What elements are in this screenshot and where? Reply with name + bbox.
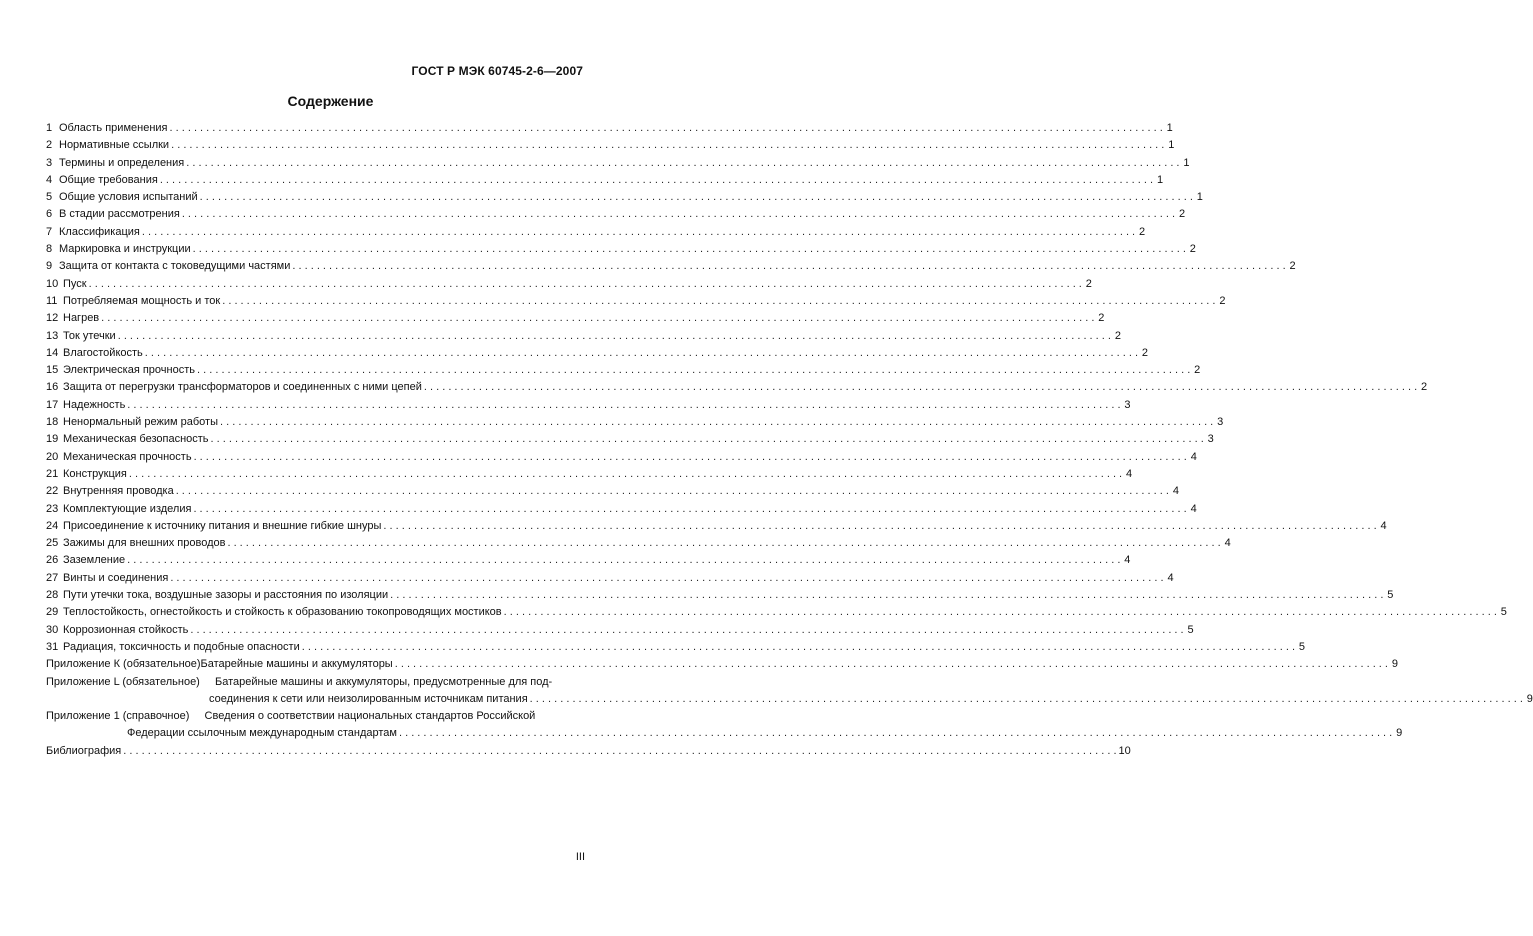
toc-entry-title: Электрическая прочность (63, 364, 195, 377)
toc-entry-number: 18 (46, 416, 59, 429)
toc-entry-page: 2 (1085, 277, 1092, 290)
dot-leader (160, 172, 1153, 189)
toc-entry-page: 4 (1190, 502, 1197, 515)
toc-entry-page: 5 (1387, 589, 1394, 602)
toc-entry-page: 3 (1124, 398, 1131, 411)
toc-entry-number: 19 (46, 433, 59, 446)
toc-entry-title: Механическая безопасность (63, 433, 209, 446)
toc-entry-title: Термины и определения (59, 156, 185, 169)
dot-leader (395, 656, 1388, 673)
toc-entry-page: 2 (1138, 225, 1146, 238)
toc-entry[interactable] (46, 449, 1197, 466)
dot-leader (129, 466, 1122, 483)
toc-entry[interactable] (46, 189, 1203, 206)
dot-leader (127, 552, 1120, 569)
toc-annex-k[interactable] (46, 656, 1398, 673)
toc-entry-number: 9 (46, 260, 53, 273)
annex-l-page: 9 (1526, 692, 1533, 705)
toc-entry[interactable] (46, 535, 1231, 552)
toc-entry-title: Заземление (63, 554, 126, 567)
toc-entry-title: Коррозионная стойкость (63, 623, 189, 636)
toc-entry-title: Присоединение к источнику питания и внешние гибкие шнуры (63, 519, 382, 532)
toc-entry-number: 12 (46, 312, 59, 325)
toc-entry[interactable] (46, 570, 1174, 587)
toc-entry-title: Надежность (63, 398, 126, 411)
toc-entry-page: 2 (1194, 364, 1201, 377)
toc-entry-title: Механическая прочность (63, 450, 192, 463)
toc-entry-number: 29 (46, 606, 59, 619)
toc-entry-page: 3 (1207, 433, 1214, 446)
toc-entry-page: 4 (1124, 554, 1131, 567)
toc-entry[interactable] (46, 431, 1214, 448)
table-of-contents (46, 120, 1533, 760)
toc-entry-number: 5 (46, 191, 53, 204)
toc-entry-title: Общие требования (59, 173, 158, 186)
toc-entry-title: Ненормальный режим работы (63, 416, 218, 429)
toc-entry-page: 1 (1166, 122, 1173, 134)
toc-entry-title: Внутренняя проводка (63, 485, 174, 498)
dot-leader (292, 258, 1285, 275)
dot-leader (89, 276, 1082, 293)
dot-leader (186, 155, 1179, 172)
toc-entry-page: 2 (1219, 294, 1226, 307)
dot-leader (211, 431, 1204, 448)
toc-entry-number: 26 (46, 554, 59, 567)
dot-leader (145, 345, 1138, 362)
toc-entry-page: 2 (1178, 208, 1186, 221)
toc-entry-title: Общие условия испытаний (59, 191, 198, 204)
toc-sections (46, 120, 1507, 656)
dot-leader (142, 224, 1135, 241)
dot-leader (171, 137, 1164, 154)
toc-entry[interactable] (46, 276, 1092, 293)
toc-entry-number: 1 (46, 122, 53, 134)
dot-leader (197, 362, 1190, 379)
toc-entry-title: Влагостойкость (63, 346, 143, 359)
toc-entry-title: Потребляемая мощность и ток (63, 294, 221, 307)
toc-entry[interactable] (46, 552, 1131, 569)
toc-entry[interactable] (46, 622, 1194, 639)
toc-entry-number: 28 (46, 589, 59, 602)
toc-entry-number: 30 (46, 623, 59, 636)
toc-entry[interactable] (46, 379, 1428, 396)
toc-entry-title: Винты и соединения (63, 571, 169, 584)
toc-entry-number: 2 (46, 139, 53, 152)
toc-entry[interactable] (46, 518, 1387, 535)
toc-entry-title: Маркировка и инструкции (59, 243, 191, 256)
toc-entry[interactable] (46, 345, 1149, 362)
dot-leader (123, 743, 1116, 760)
dot-leader (101, 310, 1094, 327)
dot-leader (530, 691, 1523, 708)
toc-entry-title: Конструкция (63, 467, 127, 480)
toc-entry-page: 2 (1114, 329, 1121, 342)
dot-leader (220, 414, 1213, 431)
toc-entry[interactable] (46, 293, 1226, 310)
toc-entry-number: 10 (46, 277, 59, 290)
toc-entry[interactable] (46, 362, 1201, 379)
dot-leader (176, 483, 1169, 500)
page-number: III (575, 851, 585, 863)
toc-entry-number: 15 (46, 364, 59, 377)
toc-entry-page: 1 (1168, 139, 1175, 152)
toc-entry-number: 20 (46, 450, 59, 463)
toc-entry[interactable] (46, 501, 1197, 518)
toc-entry[interactable] (46, 258, 1296, 275)
toc-entry-title: Комплектующие изделия (63, 502, 192, 515)
toc-entry-title: Пути утечки тока, воздушные зазоры и расстояния по изоляции (63, 589, 389, 602)
dot-leader (193, 501, 1186, 518)
toc-entry-page: 4 (1172, 485, 1179, 498)
toc-entry[interactable] (46, 466, 1133, 483)
toc-entry-page: 2 (1189, 243, 1196, 256)
document-code: ГОСТ Р МЭК 60745-2-6—2007 (411, 64, 583, 78)
toc-entry-number: 7 (46, 225, 53, 238)
toc-entry[interactable] (46, 172, 1164, 189)
toc-annex-l[interactable] (46, 674, 1533, 709)
toc-entry-title: Защита от контакта с токоведущими частями (59, 260, 291, 273)
toc-annex-1[interactable] (46, 708, 1403, 743)
toc-entry-number: 4 (46, 173, 53, 186)
annex-l-title-line1: Батарейные машины и аккумуляторы, предусмотренные для под- (214, 675, 553, 688)
toc-entry-number: 11 (46, 294, 58, 307)
annex-1-page: 9 (1396, 727, 1403, 740)
toc-entry-title: Теплостойкость, огнестойкость и стойкость к образованию токопроводящих мостиков (63, 606, 502, 619)
toc-entry-number: 8 (46, 243, 53, 256)
annex-k-title: Батарейные машины и аккумуляторы (200, 658, 393, 671)
toc-entry-title: Радиация, токсичность и подобные опасности (63, 640, 300, 653)
toc-entry[interactable] (46, 310, 1105, 327)
dot-leader (504, 604, 1497, 621)
toc-entry-number: 27 (46, 571, 59, 584)
dot-leader (399, 725, 1392, 742)
toc-entry-page: 3 (1217, 416, 1224, 429)
dot-leader (190, 622, 1183, 639)
bibliography-page: 10 (1118, 744, 1131, 757)
toc-entry-page: 2 (1098, 312, 1105, 325)
toc-entry[interactable] (46, 587, 1394, 604)
toc-entry-number: 6 (46, 208, 53, 221)
toc-entry-title: Область применения (59, 122, 168, 134)
toc-entry-number: 3 (46, 156, 53, 169)
toc-entry-number: 23 (46, 502, 59, 515)
toc-entry[interactable] (46, 120, 1173, 137)
toc-entry-number: 24 (46, 519, 59, 532)
toc-entry-page: 4 (1125, 467, 1133, 480)
dot-leader (118, 328, 1111, 345)
toc-entry-number: 14 (46, 346, 59, 359)
annex-1-title-line2: Федерации ссылочным международным стандартам (127, 727, 397, 740)
annex-l-label: Приложение L (обязательное) (46, 675, 200, 688)
toc-entry[interactable] (46, 639, 1305, 656)
dot-leader (222, 293, 1215, 310)
toc-entry[interactable] (46, 604, 1507, 621)
toc-entry-page: 4 (1380, 519, 1387, 532)
toc-entry-page: 2 (1141, 346, 1149, 359)
toc-entry-page: 1 (1156, 173, 1164, 186)
dot-leader (170, 570, 1163, 587)
toc-entry-title: Классификация (59, 225, 140, 238)
toc-entry-title: В стадии рассмотрения (59, 208, 180, 221)
toc-entry-title: Пуск (63, 277, 87, 290)
toc-entry-page: 1 (1183, 156, 1190, 169)
toc-bibliography[interactable] (46, 743, 1131, 760)
dot-leader (424, 379, 1417, 396)
toc-entry[interactable] (46, 137, 1175, 154)
toc-entry-title: Нагрев (63, 312, 100, 325)
toc-entry-number: 16 (46, 381, 59, 394)
dot-leader (383, 518, 1376, 535)
toc-entry-page: 2 (1289, 260, 1296, 273)
toc-entry[interactable] (46, 414, 1224, 431)
page-title: Содержение (287, 93, 374, 109)
dot-leader (227, 535, 1220, 552)
toc-entry-page: 5 (1298, 640, 1305, 653)
dot-leader (302, 639, 1295, 656)
dot-leader (170, 120, 1163, 137)
annex-1-title-line1: Сведения о соответствии национальных стандартов Российской (204, 710, 536, 723)
toc-entry[interactable] (46, 224, 1146, 241)
dot-leader (127, 397, 1120, 414)
toc-entry-page: 5 (1500, 606, 1507, 619)
toc-entry-title: Зажимы для внешних проводов (63, 537, 226, 550)
toc-entry[interactable] (46, 155, 1190, 172)
toc-entry[interactable] (46, 328, 1121, 345)
dot-leader (200, 189, 1193, 206)
toc-entry-number: 17 (46, 398, 59, 411)
dot-leader (182, 206, 1175, 223)
annex-k-page: 9 (1391, 658, 1398, 671)
toc-entry-page: 5 (1187, 623, 1194, 636)
toc-entry-number: 31 (46, 640, 59, 653)
annex-l-title-line2: соединения к сети или неизолированным источникам питания (209, 692, 528, 705)
toc-entry[interactable] (46, 206, 1186, 223)
toc-entry-number: 25 (46, 537, 59, 550)
dot-leader (390, 587, 1383, 604)
toc-entry-title: Ток утечки (63, 329, 116, 342)
annex-1-label: Приложение 1 (справочное) (46, 710, 190, 723)
toc-entry[interactable] (46, 241, 1196, 258)
toc-entry-page: 4 (1224, 537, 1231, 550)
toc-entry-number: 22 (46, 485, 59, 498)
toc-entry-page: 1 (1196, 191, 1203, 204)
dot-leader (194, 449, 1187, 466)
toc-entry-number: 21 (46, 467, 59, 480)
annex-k-label: Приложение К (обязательное) (46, 658, 201, 671)
toc-entry-page: 4 (1167, 571, 1174, 584)
dot-leader (193, 241, 1186, 258)
toc-entry[interactable] (46, 397, 1131, 414)
toc-entry-number: 13 (46, 329, 59, 342)
toc-entry-title: Нормативные ссылки (59, 139, 170, 152)
toc-entry[interactable] (46, 483, 1179, 500)
toc-entry-page: 2 (1421, 381, 1428, 394)
bibliography-label: Библиография (46, 744, 122, 757)
toc-entry-title: Защита от перегрузки трансформаторов и соединенных с ними цепей (63, 381, 422, 394)
toc-entry-page: 4 (1190, 450, 1197, 463)
